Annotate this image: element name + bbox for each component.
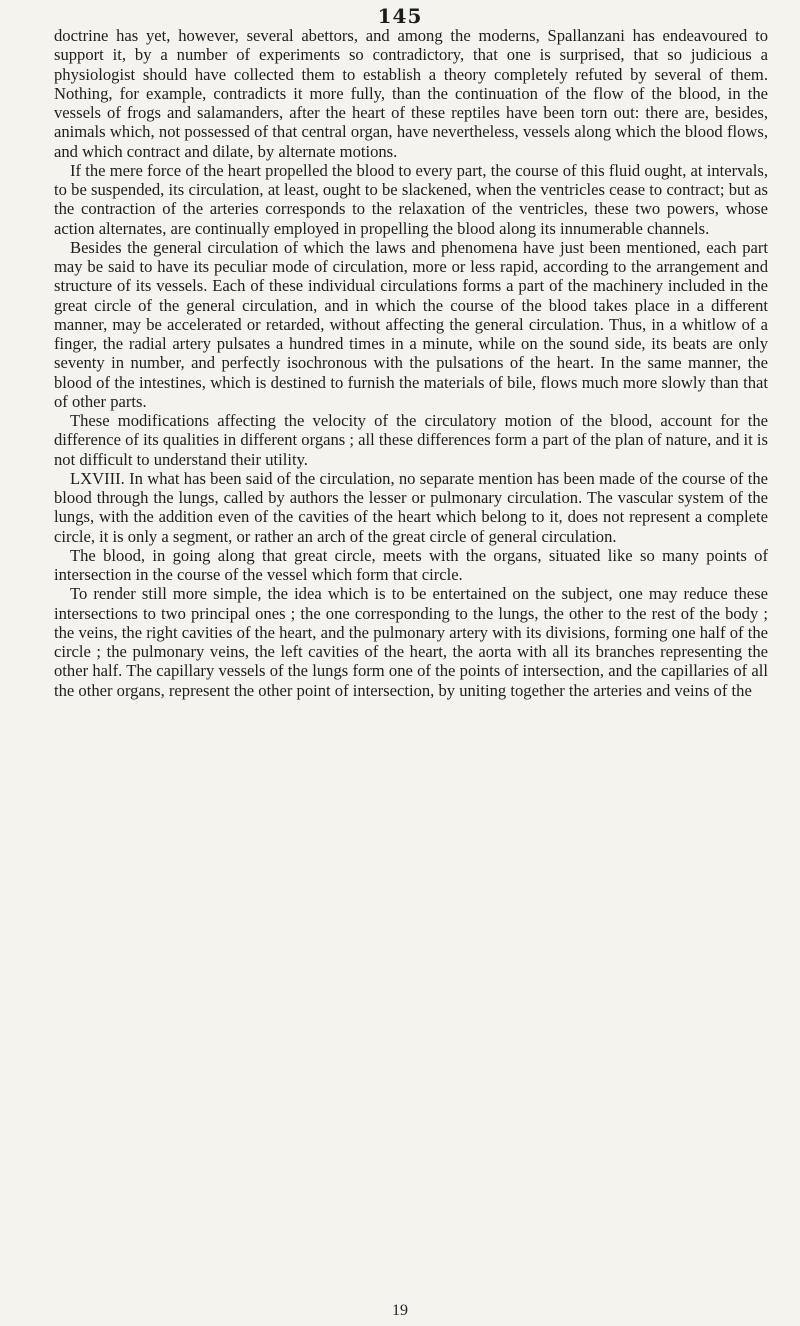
paragraph: If the mere force of the heart propelled the blood to every part, the course of this fluid ought, at intervals, to be suspended, its circulation, at least, ought to be slackened, when the ventricles cease to contract; but as the contraction of the arteries corresponds to the relaxation of the ventricles, these two powers, whose action alternates, are continually employed in propelling the blood along its innumerable channels. — [54, 160, 768, 238]
paragraph: The blood, in going along that great circle, meets with the organs, situated like so many points of intersection in the course of the vessel which form that circle. — [54, 545, 768, 584]
paragraph: Besides the general circulation of which the laws and phenomena have just been mentioned, each part may be said to have its peculiar mode of circulation, more or less rapid, according to the arrangement and structure of its vessels. Each of these individual circulations forms a part of the machinery included in the great circle of the general circulation, and in which the course of the blood takes place in a different manner, may be accelerated or retarded, without affecting the general circulation. Thus, in a whitlow of a finger, the radial artery pulsates a hundred times in a minute, while on the sound side, its beats are only seventy in number, and perfectly isochronous with the pulsations of the heart. In the same manner, the blood of the intestines, which is destined to furnish the materials of bile, flows much more slowly than that of other parts. — [54, 237, 768, 411]
paragraph: To render still more simple, the idea which is to be entertained on the subject, one may reduce these intersections to two principal ones ; the one corresponding to the lungs, the other to the rest of the body ; the veins, the right cavities of the heart, and the pulmonary artery with its divisions, forming one half of the circle ; the pulmonary veins, the left cavities of the heart, the aorta with all its branches representing the other half. The capillary vessels of the lungs form one of the points of intersection, and the capillaries of all the other organs, represent the other point of intersection, by uniting together the arteries and veins of the — [54, 584, 768, 700]
paragraph: LXVIII. In what has been said of the circulation, no separate mention has been made of the course of the blood through the lungs, called by authors the lesser or pulmonary circulation. The vascular system of the lungs, with the addition even of the cavities of the heart which belong to it, does not represent a complete circle, it is only a segment, or rather an arch of the great circle of general circulation. — [54, 468, 768, 546]
signature-mark: 19 — [392, 1302, 408, 1319]
body-text — [54, 26, 768, 700]
paragraph: These modifications affecting the velocity of the circulatory motion of the blood, account for the difference of its qualities in different organs ; all these differences form a part of the plan of nature, and it is not difficult to understand their utility. — [54, 411, 768, 469]
paragraph: doctrine has yet, however, several abettors, and among the moderns, Spallanzani has endeavoured to support it, by a number of experiments so contradictory, that one is surprised, that so judicious a physiologist should have collected them to establish a theory completely refuted by several of them. Nothing, for example, contradicts it more fully, than the continuation of the flow of the blood, in the vessels of frogs and salamanders, after the heart of these reptiles have been torn out: there are, besides, animals which, not possessed of that central organ, have nevertheless, vessels along which the blood flows, and which contract and dilate, by alternate motions. — [54, 26, 768, 161]
page-number: 145 — [377, 4, 423, 28]
